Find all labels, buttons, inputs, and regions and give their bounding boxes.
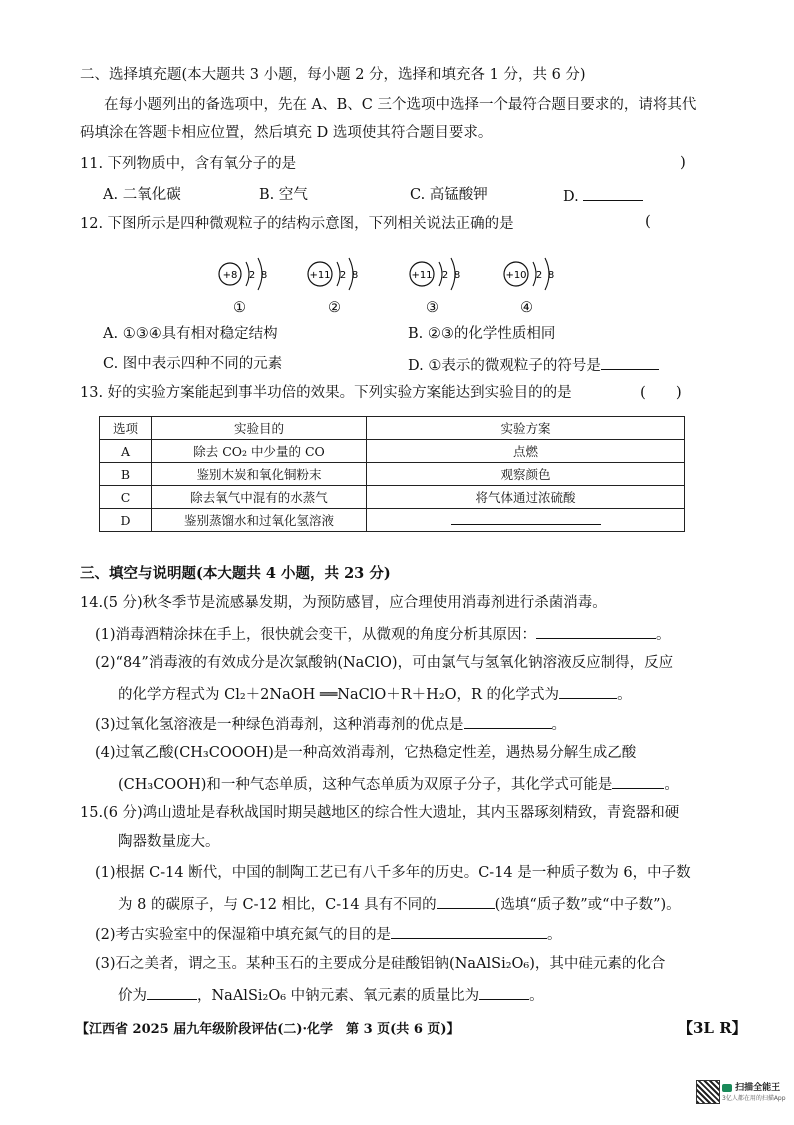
table-cell: 除去氧气中混有的水蒸气 bbox=[152, 486, 367, 509]
atom-diagram-2 bbox=[300, 252, 370, 296]
q12-option-c: C. 图中表示四种不同的元素 bbox=[103, 356, 283, 372]
atom-1-label: ① bbox=[233, 300, 246, 316]
scanner-subtitle: 3亿人都在用的扫描App bbox=[722, 1095, 786, 1102]
svg-text:2: 2 bbox=[535, 270, 543, 281]
q12-option-d: D. ①表示的微观粒子的符号是 bbox=[408, 355, 659, 375]
table-header-plan: 实验方案 bbox=[367, 417, 685, 440]
atom-1-nucleus: +8 bbox=[222, 270, 238, 281]
section2-instruction-line1: 在每小题列出的备选项中，先在 A、B、C 三个选项中选择一个最符合题目要求的，请将其代 bbox=[104, 97, 697, 113]
q14-part2-blank[interactable] bbox=[559, 684, 617, 699]
table-cell: D bbox=[100, 509, 152, 532]
svg-text:2: 2 bbox=[441, 270, 449, 281]
svg-text:8: 8 bbox=[547, 270, 555, 281]
q14-part4-line2: (CH₃COOH)和一种气态单质，这种气态单质为双原子分子，其化学式可能是 。 bbox=[118, 774, 679, 794]
q14-part2-line1: (2)“84”消毒液的有效成分是次氯酸钠(NaClO)，可由氯气与氢氧化钠溶液反应制得，反应 bbox=[95, 655, 674, 671]
q13-stem: 13. 好的实验方案能起到事半功倍的效果。下列实验方案能达到实验目的的是 bbox=[80, 385, 572, 401]
table-row bbox=[100, 486, 685, 509]
svg-text:8: 8 bbox=[260, 270, 268, 281]
table-cell: A bbox=[100, 440, 152, 463]
q12-answer-paren: ( bbox=[645, 212, 651, 230]
section2-instruction-line2: 码填涂在答题卡相应位置，然后填充 D 选项使其符合题目要求。 bbox=[80, 125, 493, 141]
q12-d-blank[interactable] bbox=[601, 355, 659, 370]
table-row bbox=[100, 463, 685, 486]
q15-part3-blank-a[interactable] bbox=[147, 985, 197, 1000]
svg-text:2: 2 bbox=[248, 270, 256, 281]
svg-text:2: 2 bbox=[339, 270, 347, 281]
q15-part1-blank[interactable] bbox=[437, 894, 495, 909]
q14-part1-blank[interactable] bbox=[536, 624, 656, 639]
table-cell: B bbox=[100, 463, 152, 486]
q14-part1: (1)消毒酒精涂抹在手上，很快就会变干，从微观的角度分析其原因： 。 bbox=[95, 624, 671, 644]
q12-option-a: A. ①③④具有相对稳定结构 bbox=[103, 326, 278, 342]
scanner-name: 扫描全能王 bbox=[735, 1083, 781, 1093]
q15-part3-blank-b[interactable] bbox=[479, 985, 529, 1000]
scanner-watermark bbox=[722, 1080, 790, 1102]
atom-2-nucleus: +11 bbox=[309, 270, 331, 281]
q12-option-b: B. ②③的化学性质相同 bbox=[408, 326, 556, 342]
q15-part3-line1: (3)石之美者，谓之玉。某种玉石的主要成分是硅酸铝钠(NaAlSi₂O₆)，其中硅元素的化合 bbox=[95, 956, 666, 972]
atom-3-nucleus: +11 bbox=[411, 270, 433, 281]
table-cell-blank[interactable] bbox=[367, 509, 685, 532]
q14-part3-blank[interactable] bbox=[464, 714, 552, 729]
atom-2-label: ② bbox=[328, 300, 341, 316]
q14-stem: 14.(5 分)秋冬季节是流感暴发期，为预防感冒，应合理使用消毒剂进行杀菌消毒。 bbox=[80, 595, 607, 611]
table-cell: 点燃 bbox=[367, 440, 685, 463]
q11-option-a: A. 二氧化碳 bbox=[103, 187, 181, 203]
table-header-purpose: 实验目的 bbox=[152, 417, 367, 440]
table-cell: 除去 CO₂ 中少量的 CO bbox=[152, 440, 367, 463]
q11-option-d: D. bbox=[563, 186, 643, 206]
q11-option-b: B. 空气 bbox=[259, 187, 308, 203]
atom-diagram-3 bbox=[402, 252, 472, 296]
q11-answer-paren: ) bbox=[680, 153, 686, 171]
q11-stem: 11. 下列物质中，含有氧分子的是 bbox=[80, 156, 297, 172]
q15-part1-line2: 为 8 的碳原子，与 C-12 相比，C-14 具有不同的 (选填“质子数”或“中子数”)。 bbox=[118, 894, 681, 914]
q15-stem-line2: 陶器数量庞大。 bbox=[118, 834, 220, 850]
scanner-logo-icon bbox=[722, 1084, 732, 1092]
atom-4-label: ④ bbox=[520, 300, 533, 316]
svg-text:8: 8 bbox=[453, 270, 461, 281]
table-header-option: 选项 bbox=[100, 417, 152, 440]
table-cell: 鉴别木炭和氧化铜粉末 bbox=[152, 463, 367, 486]
section3-title: 三、填空与说明题(本大题共 4 小题，共 23 分) bbox=[80, 565, 391, 582]
atom-diagram-4 bbox=[496, 252, 566, 296]
atom-3-label: ③ bbox=[426, 300, 439, 316]
q15-stem-line1: 15.(6 分)鸿山遗址是春秋战国时期吴越地区的综合性大遗址，其内玉器琢刻精致，青瓷器和硬 bbox=[80, 805, 680, 821]
table-header-row bbox=[100, 417, 685, 440]
qr-code-icon bbox=[696, 1080, 720, 1104]
q11-option-c: C. 高锰酸钾 bbox=[410, 187, 488, 203]
table-row bbox=[100, 509, 685, 532]
q13-experiment-table bbox=[99, 416, 685, 532]
q15-part1-line1: (1)根据 C-14 断代，中国的制陶工艺已有八千多年的历史。C-14 是一种质子数为 6，中子数 bbox=[95, 865, 691, 881]
q15-part2: (2)考古实验室中的保湿箱中填充氮气的目的是 。 bbox=[95, 924, 562, 944]
q14-part4-blank[interactable] bbox=[612, 774, 664, 789]
q11-d-blank[interactable] bbox=[583, 186, 643, 201]
table-row bbox=[100, 440, 685, 463]
q14-part2-line2: 的化学方程式为 Cl₂＋2NaOH ══NaClO＋R＋H₂O，R 的化学式为 。 bbox=[118, 684, 632, 704]
footer-code: 【3L R】 bbox=[678, 1019, 747, 1037]
q14-part4-line1: (4)过氧乙酸(CH₃COOOH)是一种高效消毒剂，它热稳定性差，遇热易分解生成乙酸 bbox=[95, 745, 637, 761]
atom-4-nucleus: +10 bbox=[505, 270, 527, 281]
q13-answer-paren: ( ) bbox=[640, 383, 682, 401]
q15-part3-line2: 价为 ，NaAlSi₂O₆ 中钠元素、氧元素的质量比为 。 bbox=[118, 985, 544, 1005]
table-cell: C bbox=[100, 486, 152, 509]
section2-title: 二、选择填充题(本大题共 3 小题，每小题 2 分，选择和填充各 1 分，共 6 分) bbox=[80, 67, 586, 83]
table-cell: 鉴别蒸馏水和过氧化氢溶液 bbox=[152, 509, 367, 532]
q12-stem: 12. 下图所示是四种微观粒子的结构示意图，下列相关说法正确的是 bbox=[80, 216, 514, 232]
footer-exam-info: 【江西省 2025 届九年级阶段评估(二)·化学 第 3 页(共 6 页)】 bbox=[76, 1022, 460, 1037]
q13-d-blank[interactable] bbox=[451, 512, 601, 525]
svg-text:8: 8 bbox=[351, 270, 359, 281]
table-cell: 观察颜色 bbox=[367, 463, 685, 486]
table-cell: 将气体通过浓硫酸 bbox=[367, 486, 685, 509]
q15-part2-blank[interactable] bbox=[391, 924, 547, 939]
q14-part3: (3)过氧化氢溶液是一种绿色消毒剂，这种消毒剂的优点是 。 bbox=[95, 714, 566, 734]
atom-diagram-1 bbox=[210, 252, 280, 296]
